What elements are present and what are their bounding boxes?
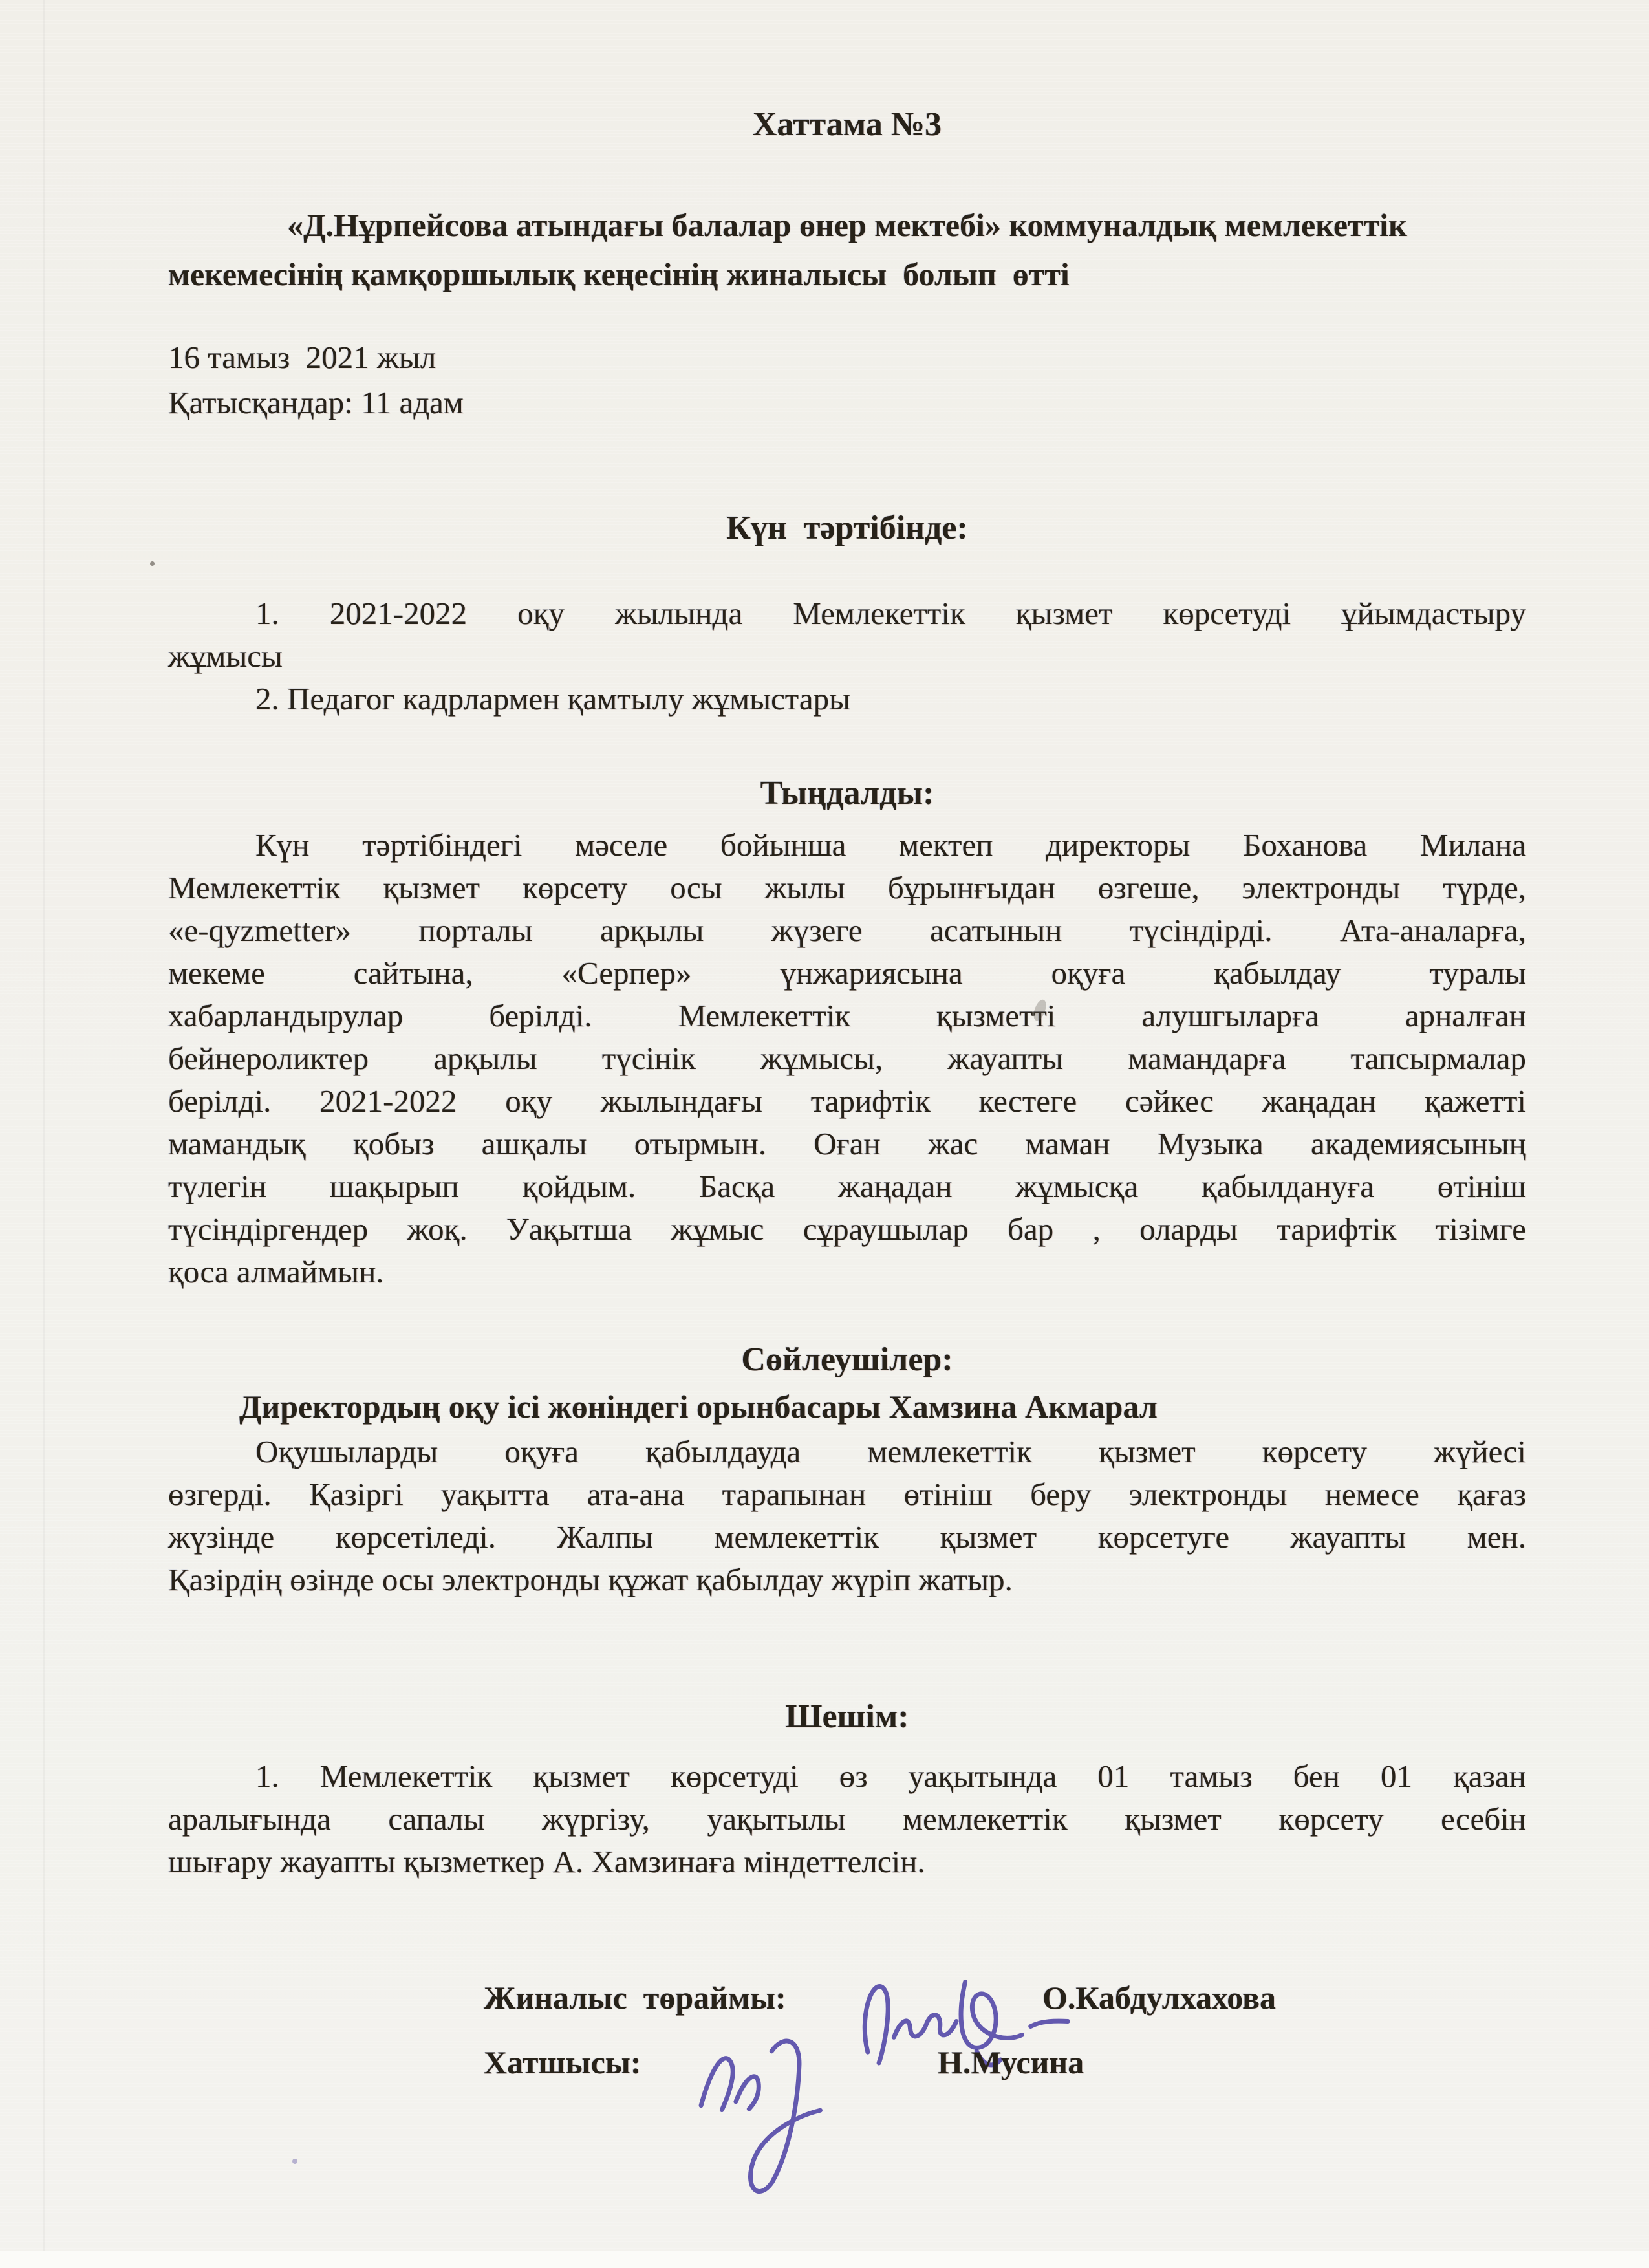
text-line: өзгерді. Қазіргі уақытта ата-ана тарапынан өтініш беру электронды немесе қағаз [168, 1476, 1526, 1512]
text-line: түлегін шақырып қойдым. Басқа жаңадан жұмысқа қабылдануға өтініш [168, 1169, 1526, 1204]
agenda-heading: Күн тәртібінде: [726, 510, 968, 546]
heard-paragraph [168, 824, 1526, 1293]
meeting-meta [168, 335, 1526, 426]
text-line: 1. Мемлекеттік қызмет көрсетуді өз уақытында 01 тамыз бен 01 қазан [255, 1758, 1526, 1794]
text-line: қоса алмаймын. [168, 1254, 384, 1290]
text-line: аралығында сапалы жүргізу, уақытылы мемлекеттік қызмет көрсету есебін [168, 1801, 1526, 1837]
signature-name-chairman: О.Кабдулхахова [1042, 1980, 1277, 2016]
protocol-subtitle [168, 200, 1526, 299]
signature-block [168, 1967, 1526, 2239]
signature-role-chairman: Жиналыс төраймы: [484, 1980, 786, 2016]
secretary-signature-ink [682, 2003, 857, 2203]
decision-heading: Шешім: [785, 1698, 909, 1735]
text-line: хабарландырулар берілді. Мемлекеттік қызметті алушгыларға арналған [168, 998, 1526, 1033]
text-line: берілді. 2021-2022 оқу жылындағы тарифтік кестеге сәйкес жаңадан қажетті [168, 1083, 1526, 1119]
speakers-heading: Сөйлеушілер: [741, 1341, 953, 1378]
scan-speck [150, 561, 155, 566]
text-line: Қазірдің өзінде осы электронды құжат қабылдау жүріп жатыр. [168, 1562, 1013, 1597]
agenda-item-1 [168, 592, 1526, 678]
text-line: Күн тәртібіндегі мәселе бойынша мектеп директоры Боханова Милана [255, 827, 1526, 863]
speaker-paragraph [168, 1431, 1526, 1601]
text-line: жұмысы [168, 638, 283, 674]
document-content [0, 105, 1649, 2239]
text-line: жүзінде көрсетіледі. Жалпы мемлекеттік қызмет көрсетуге жауапты мен. [168, 1519, 1526, 1555]
agenda-item-2 [168, 678, 1526, 720]
text-line: 1. 2021-2022 оқу жылында Мемлекеттік қызмет көрсетуді ұйымдастыру [255, 596, 1526, 631]
text-line: мамандық қобыз ашқалы отырмын. Оған жас маман Музыка академиясының [168, 1126, 1526, 1161]
meeting-date: 16 тамыз 2021 жыл [168, 340, 436, 375]
scan-ink-speck [292, 2159, 297, 2164]
signature-name-secretary: Н.Мусина [938, 2044, 1084, 2080]
text-line: бейнероликтер арқылы түсінік жұмысы, жауапты мамандарға тапсырмалар [168, 1041, 1526, 1076]
signature-role-secretary: Хатшысы: [484, 2044, 641, 2080]
decision-paragraph [168, 1755, 1526, 1883]
subtitle-line: мекемесінің қамқоршылық кеңесінің жиналысы болып өтті [168, 256, 1070, 292]
text-line: «e-qyzmetter» порталы арқылы жүзеге асатынын түсіндірді. Ата-аналарға, [168, 913, 1526, 948]
text-line: шығару жауапты қызметкер А. Хамзинаға міндеттелсін. [168, 1844, 925, 1879]
protocol-title: Хаттама №3 [752, 106, 942, 143]
text-line: Мемлекеттік қызмет көрсету осы жылы бұрынғыдан өзгеше, электронды түрде, [168, 870, 1526, 905]
text-line: мекеме сайтына, «Серпер» үнжариясына оқуға қабылдау туралы [168, 955, 1526, 991]
agenda-list [168, 592, 1526, 720]
text-line: түсіндіргендер жоқ. Уақытша жұмыс сұраушылар бар , оларды тарифтік тізімге [168, 1211, 1526, 1247]
speaker-title: Директордың оқу ісі жөніндегі орынбасары Хамзина Акмарал [239, 1388, 1158, 1425]
subtitle-line: «Д.Нұрпейсова атындағы балалар өнер мектебі» коммуналдық мемлекеттік [287, 207, 1407, 243]
text-line: Оқушыларды оқуға қабылдауда мемлекеттік қызмет көрсету жүйесі [255, 1434, 1526, 1469]
participants-count: Қатысқандар: 11 адам [168, 385, 464, 420]
text-line: 2. Педагог кадрлармен қамтылу жұмыстары [255, 681, 850, 717]
scanner-edge [0, 2251, 1649, 2268]
heard-heading: Тыңдалды: [760, 775, 934, 812]
